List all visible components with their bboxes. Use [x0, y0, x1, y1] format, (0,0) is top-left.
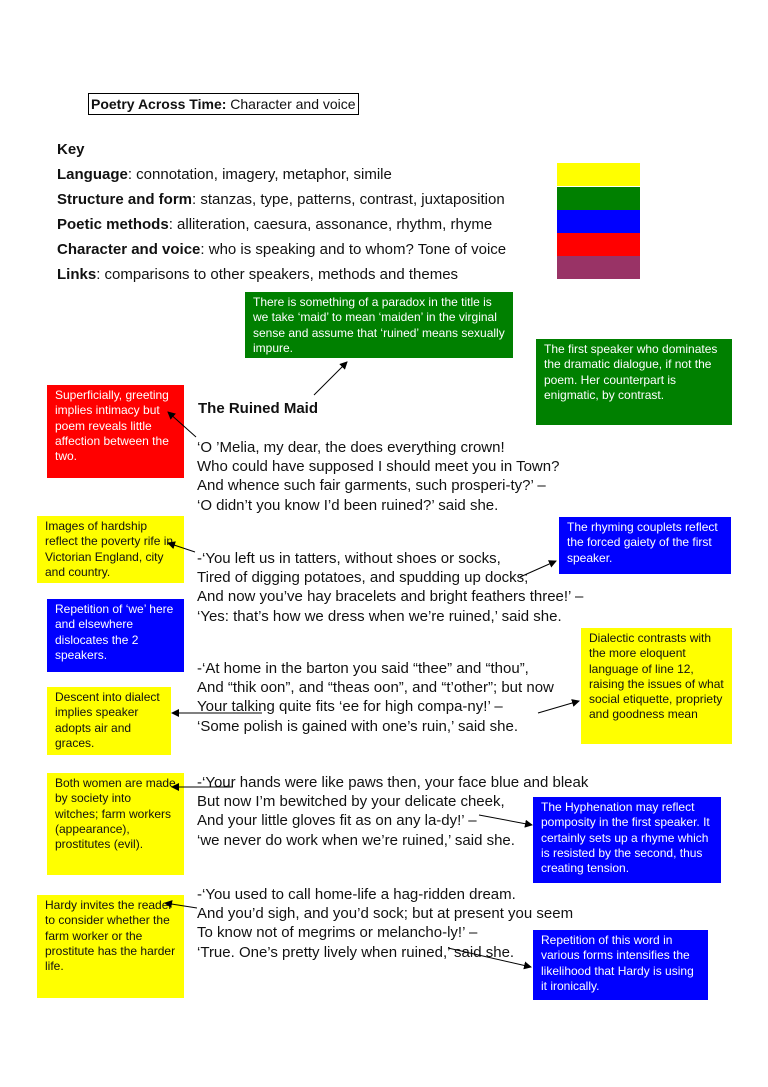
poem-line: -‘You left us in tatters, without shoes or socks,	[197, 550, 501, 567]
swatch-language	[557, 163, 640, 186]
note-first-speaker: The first speaker who dominates the dramatic dialogue, if not the poem. Her counterpart is enigmatic, by contrast.	[536, 339, 732, 425]
poem-line: -‘You used to call home-life a hag-ridden dream.	[197, 886, 516, 903]
note-hardy: Hardy invites the reader to consider whether the farm worker or the prostitute has the harder life.	[37, 895, 184, 998]
poem-line: ‘O didn’t you know I’d been ruined?’ said she.	[197, 496, 499, 514]
poem-line: Who could have supposed I should meet you in Town?	[197, 458, 560, 476]
poem-title: The Ruined Maid	[198, 400, 318, 417]
key-row-structure: Structure and form: stanzas, type, patterns, contrast, juxtaposition	[57, 191, 505, 208]
note-repetition-we: Repetition of ‘we’ here and elsewhere dislocates the 2 speakers.	[47, 599, 184, 672]
poem-line: Tired of digging potatoes, and spudding up docks;	[197, 569, 529, 587]
poem-line: ‘Yes: that’s how we dress when we’re ruined,’ said she.	[197, 607, 562, 625]
page-title: Poetry Across Time: Character and voice	[88, 93, 359, 115]
note-descent: Descent into dialect implies speaker adopts air and graces.	[47, 687, 171, 755]
swatch-methods	[557, 210, 640, 233]
poem-line: ‘O ’Melia, my dear, the does everything crown!	[197, 439, 505, 456]
swatch-links	[557, 256, 640, 279]
poem-line: And now you’ve hay bracelets and bright feathers three!’ –	[197, 588, 584, 606]
poem-line: ‘Some polish is gained with one’s ruin,’ said she.	[197, 717, 519, 735]
note-hyphenation: The Hyphenation may reflect pomposity in the first speaker. It certainly sets up a rhyme which is resisted by the second, thus creating tension.	[533, 797, 721, 883]
stanza-1	[197, 438, 559, 515]
note-paradox: There is something of a paradox in the title is we take ‘maid’ to mean ‘maiden’ in the virginal sense and assume that ‘ruined’ means sexually impure.	[245, 292, 513, 358]
key-row-character: Character and voice: who is speaking and to whom? Tone of voice	[57, 241, 507, 258]
poem-line: ‘True. One’s pretty lively when ruined,’ said she.	[197, 943, 515, 961]
key-row-methods: Poetic methods: alliteration, caesura, assonance, rhythm, rhyme	[57, 216, 493, 233]
note-dialectic: Dialectic contrasts with the more eloquent language of line 12, raising the issues of what social etiquette, propriety and goodness mean	[581, 628, 732, 744]
poem-line: And “thik oon”, and “theas oon”, and “t’other”; but now	[197, 679, 554, 697]
note-repetition-word: Repetition of this word in various forms intensifies the likelihood that Hardy is using it ironically.	[533, 930, 708, 1000]
note-hardship: Images of hardship reflect the poverty rife in Victorian England, city and country.	[37, 516, 184, 583]
poem-line: But now I’m bewitched by your delicate cheek,	[197, 793, 505, 811]
poem-line: And whence such fair garments, such prosperi-ty?’ –	[197, 477, 546, 495]
stanza-4	[197, 773, 588, 850]
arrow-paradox	[314, 362, 347, 395]
swatch-character	[557, 233, 640, 256]
poem-line: Your talking quite fits ‘ee for high compa-ny!’ –	[197, 698, 503, 716]
note-superficially: Superficially, greeting implies intimacy but poem reveals little affection between the two.	[47, 385, 184, 478]
note-couplets: The rhyming couplets reflect the forced gaiety of the first speaker.	[559, 517, 731, 574]
key-row-language: Language: connotation, imagery, metaphor, simile	[57, 166, 392, 183]
poem-line: And you’d sigh, and you’d sock; but at present you seem	[197, 905, 574, 923]
key-row-links: Links: comparisons to other speakers, methods and themes	[57, 266, 459, 283]
key-heading: Key	[57, 141, 85, 158]
poem-line: And your little gloves fit as on any la-dy!’ –	[197, 812, 477, 830]
swatch-structure	[557, 187, 640, 210]
poem-line: -‘At home in the barton you said “thee” and “thou”,	[197, 660, 529, 677]
poem-line: To know not of megrims or melancho-ly!’ –	[197, 924, 478, 942]
note-both-women: Both women are made by society into witches; farm workers (appearance), prostitutes (evil).	[47, 773, 184, 875]
stanza-3	[197, 659, 554, 736]
poem-line: -‘Your hands were like paws then, your face blue and bleak	[197, 774, 589, 791]
poem-line: ‘we never do work when we’re ruined,’ said she.	[197, 831, 515, 849]
stanza-5	[197, 885, 573, 962]
stanza-2	[197, 549, 583, 626]
